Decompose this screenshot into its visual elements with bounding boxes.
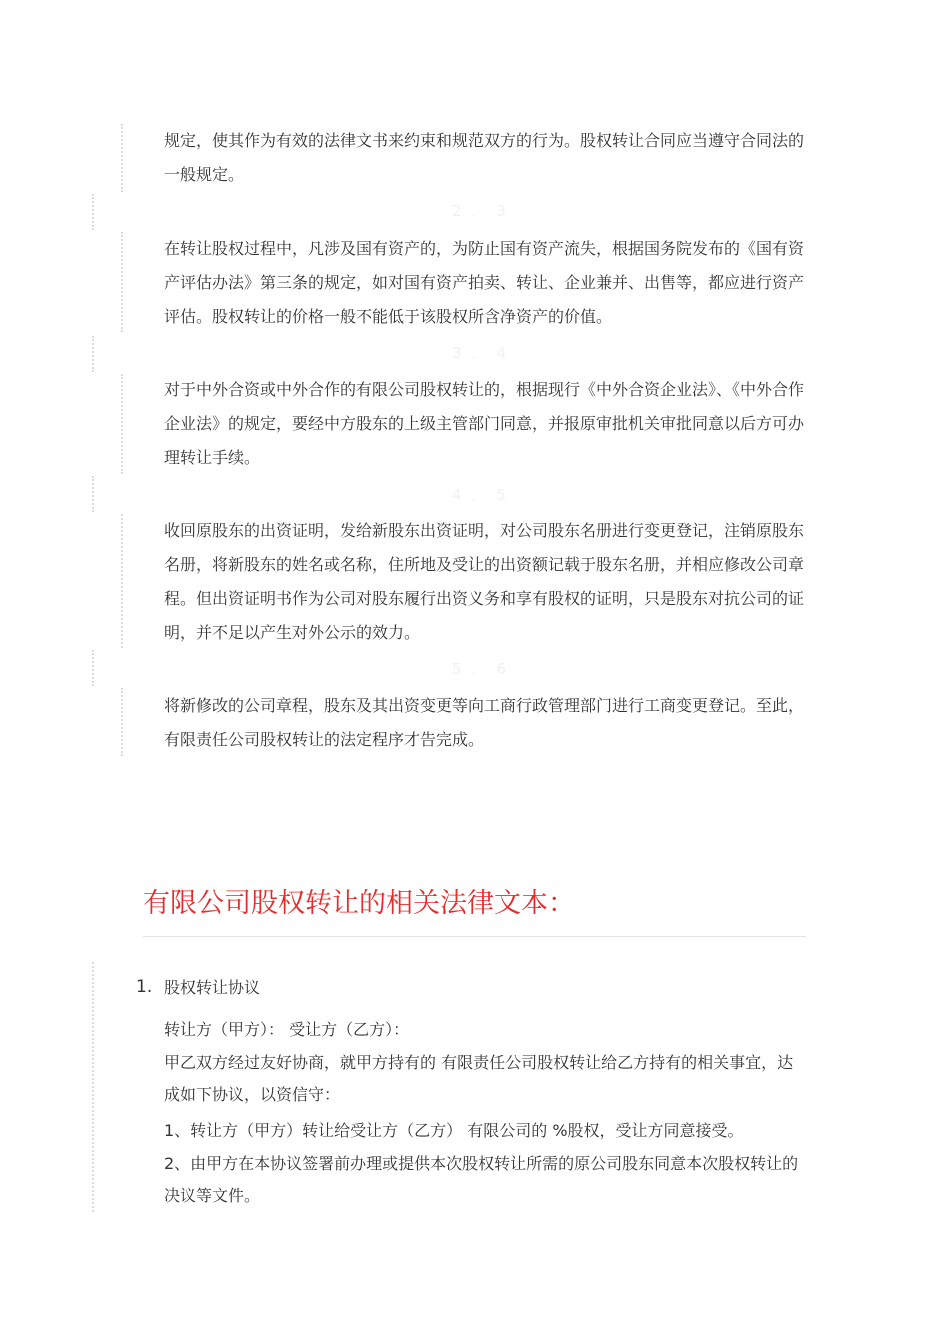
step-3-number: 3．4 — [452, 344, 517, 362]
step-4-text: 收回原股东的出资证明，发给新股东出资证明，对公司股东名册进行变更登记，注销原股东名册，将新股东的姓名或名称，住所地及受让的出资额记载于股东名册，并相应修改公司章程。但出资证明书作为公司对股东履行出资义务和享有股权的证明，只是股东对抗公司的证明，并不足以产生对外公示的效力。 — [164, 521, 805, 642]
step-3-text: 对于中外合资或中外合作的有限公司股权转让的，根据现行《中外合资企业法》、《中外合作企业法》的规定，要经中方股东的上级主管部门同意，并报原审批机关审批同意以后方可办理转让手续。 — [164, 380, 805, 467]
step-2-text: 在转让股权过程中，凡涉及国有资产的，为防止国有资产流失，根据国务院发布的《国有资产评估办法》第三条的规定，如对国有资产拍卖、转让、企业兼并、出售等，都应进行资产评估。股权转让的价格一般不能低于该股权所含净资产的价值。 — [164, 239, 805, 326]
step-2-bar — [121, 232, 123, 332]
step-5-bar — [121, 688, 123, 756]
section-title: 有限公司股权转让的相关法律文本： — [143, 888, 575, 919]
step-5-connector — [92, 650, 94, 686]
step-4-bar — [121, 514, 123, 648]
section-divider — [143, 936, 806, 937]
agreement-clause-1: 1、转让方（甲方）转让给受让方（乙方） 有限公司的 %股权，受让方同意接受。 — [164, 1121, 744, 1140]
agreement-clause-2: 2、由甲方在本协议签署前办理或提供本次股权转让所需的原公司股东同意本次股权转让的决议等文件。 — [164, 1154, 799, 1205]
step-2-connector — [92, 194, 94, 230]
step-4-connector — [92, 476, 94, 512]
step-3-connector — [92, 336, 94, 372]
agreement-bar — [92, 962, 94, 1212]
step-2-number: 2．3 — [452, 202, 517, 220]
step-1-bar — [121, 124, 123, 192]
step-3-bar — [121, 374, 123, 474]
agreement-preamble-line: 甲乙双方经过友好协商，就甲方持有的 有限责任公司股权转让给乙方持有的相关事宜，达成如下协议，以资信守： — [164, 1053, 794, 1104]
step-5-text: 将新修改的公司章程，股东及其出资变更等向工商行政管理部门进行工商变更登记。至此，有限责任公司股权转让的法定程序才告完成。 — [164, 696, 805, 749]
agreement-parties-line: 转让方（甲方）： 受让方（乙方）： — [164, 1020, 410, 1039]
agreement-title: 股权转让协议 — [164, 978, 261, 997]
step-5-number: 5．6 — [452, 660, 517, 678]
step-4-number: 4．5 — [452, 486, 517, 504]
list-marker: 1. — [136, 977, 153, 997]
step-1-text: 规定，使其作为有效的法律文书来约束和规范双方的行为。股权转让合同应当遵守合同法的一般规定。 — [164, 131, 805, 184]
